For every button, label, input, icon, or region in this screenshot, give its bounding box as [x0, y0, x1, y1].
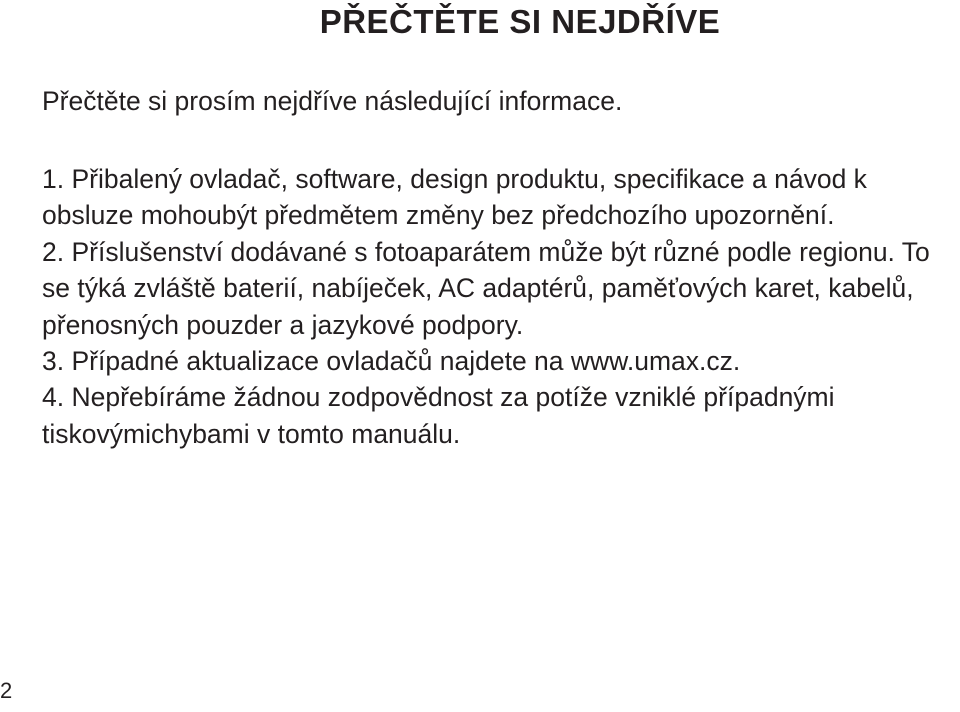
notice-item-3: 3. Případné aktualizace ovladačů najdete na www.umax.cz.	[42, 346, 741, 377]
notice-item-1: 1. Přibalený ovladač, software, design produktu, specifikace a návod k obsluze mohoubýt předmětem změny bez předchozího upozornění.	[42, 164, 867, 231]
page-number: 2	[0, 678, 13, 703]
notice-item-2: 2. Příslušenství dodávané s fotoaparátem může být různé podle regionu. To se týká zvláště baterií, nabíječek, AC adaptérů, paměťových karet, kabelů, přenosných pouzder a jazykové podpory.	[42, 236, 930, 340]
intro-text: Přečtěte si prosím nejdříve následující informace.	[42, 86, 623, 116]
notice-list	[42, 161, 960, 452]
notice-item-4: 4. Nepřebíráme žádnou zodpovědnost za potíže vzniklé případnými tiskovýmichybami v tomto manuálu.	[42, 382, 835, 449]
page-title: PŘEČTĚTE SI NEJDŘÍVE	[319, 3, 721, 40]
